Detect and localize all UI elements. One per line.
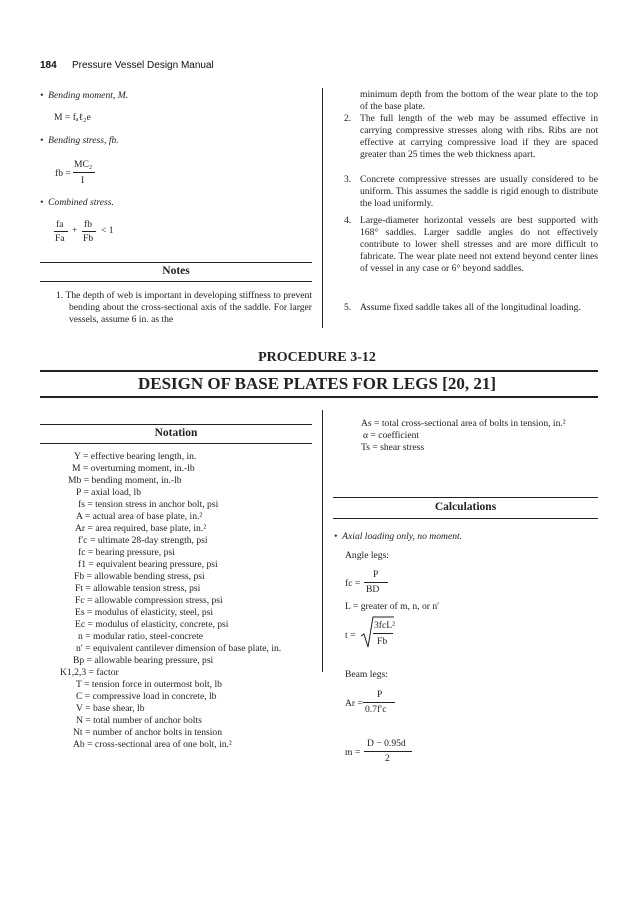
fc-fraction-bar: [364, 582, 388, 583]
notation-list: [58, 451, 281, 751]
note-1-continuation: minimum depth from the bottom of the wear plate to the top of the base plate.: [360, 89, 598, 112]
procedure-label: PROCEDURE 3-12: [258, 350, 376, 365]
calculations-rule-bottom: [333, 518, 598, 519]
notation-line: C = compressive load in concrete, lb: [76, 691, 217, 702]
note-3-text: Concrete compressive stresses are usually considered to be uniform. This assumes the saddle is rigid enough to distribute the load uniformly.: [360, 174, 598, 209]
column-divider-bottom: [322, 410, 323, 672]
fc-denominator: BD: [366, 584, 380, 595]
notes-item-1: 1. The depth of web is important in developing stiffness to prevent bending about the cross-sectional axis of the saddle. For larger vessels, assume 6 in. as the: [56, 290, 312, 325]
note-4-number: 4.: [344, 215, 352, 226]
procedure-rule-top: [40, 370, 598, 372]
m-lhs: m =: [345, 747, 361, 758]
notation-line: Ts = shear stress: [361, 442, 425, 453]
notation-line: As = total cross-sectional area of bolts in tension, in.²: [361, 418, 566, 429]
notation-line: Y = effective bearing length, in.: [74, 451, 197, 462]
running-title: Pressure Vessel Design Manual: [72, 60, 214, 71]
procedure-title: DESIGN OF BASE PLATES FOR LEGS [20, 21]: [137, 374, 496, 393]
notation-line: V = base shear, lb: [76, 703, 145, 714]
comb-den2: Fb: [83, 233, 94, 244]
notes-title: Notes: [162, 265, 190, 277]
notation-line: f′c = ultimate 28-day strength, psi: [78, 535, 208, 546]
fb-denominator: I: [81, 175, 85, 186]
comb-num1: fa: [56, 219, 64, 230]
t-fraction-bar: [373, 633, 393, 634]
combined-stress-label: • Combined stress.: [40, 197, 114, 208]
fc-lhs: fc =: [345, 578, 361, 589]
t-lhs: t =: [345, 630, 356, 641]
t-denominator: Fb: [377, 636, 388, 647]
bending-moment-label: • Bending moment, M.: [40, 90, 129, 101]
notation-line: n = modular ratio, steel-concrete: [78, 631, 204, 642]
notation-rule-bottom: [40, 443, 312, 444]
comb-rhs: < 1: [101, 225, 114, 236]
notes-rule-bottom: [40, 281, 312, 282]
m-numerator: D − 0.95d: [367, 738, 406, 749]
notation-list-right: [361, 418, 566, 454]
m-denominator: 2: [385, 753, 390, 764]
axial-loading-label: • Axial loading only, no moment.: [334, 531, 463, 542]
note-5-number: 5.: [344, 302, 352, 313]
fb-numerator: MC₂: [74, 159, 93, 170]
notation-line: fs = tension stress in anchor bolt, psi: [78, 499, 219, 510]
calculations-title: Calculations: [434, 501, 497, 513]
column-divider-top: [322, 88, 323, 328]
procedure-rule-bottom: [40, 396, 598, 398]
notation-line: Ab = cross-sectional area of one bolt, in.²: [73, 739, 232, 750]
note-5-text: Assume fixed saddle takes all of the longitudinal loading.: [360, 302, 581, 313]
note-3-number: 3.: [344, 174, 352, 185]
notation-line: n′ = equivalent cantilever dimension of base plate, in.: [76, 643, 282, 654]
ar-numerator: P: [377, 689, 383, 700]
L-definition: L = greater of m, n, or n′: [345, 601, 440, 612]
notation-rule-top: [40, 424, 312, 425]
bending-moment-equation: M = fₐℓ₂e: [54, 112, 91, 123]
notation-line: Fb = allowable bending stress, psi: [74, 571, 205, 582]
notation-line: Ft = allowable tension stress, psi: [75, 583, 201, 594]
notation-line: α = coefficient: [363, 430, 420, 441]
t-numerator: 3fcL²: [374, 620, 395, 631]
notes-rule-top: [40, 262, 312, 263]
notation-title: Notation: [154, 427, 198, 439]
note-2-number: 2.: [344, 113, 352, 124]
note-2-text: The full length of the web may be assumed effective in carrying compressive stresses along with ribs. Ribs are not effective at carrying compressive load if they are spaced greater than 25 times the web thickness apart.: [360, 113, 598, 160]
ar-lhs: Ar =: [345, 698, 363, 709]
comb-den1: Fa: [55, 233, 65, 244]
angle-legs-label: Angle legs:: [345, 550, 389, 561]
notation-line: P = axial load, lb: [76, 487, 142, 498]
fb-fraction-bar: [73, 172, 95, 173]
ar-denominator: 0.7f′c: [365, 704, 387, 715]
ar-fraction-bar: [363, 702, 395, 703]
notation-line: K1,2,3 = factor: [60, 667, 119, 678]
notation-line: Es = modulus of elasticity, steel, psi: [75, 607, 214, 618]
notation-line: fc = bearing pressure, psi: [78, 547, 175, 558]
comb-bar1: [54, 231, 68, 232]
notation-line: Fc = allowable compression stress, psi: [75, 595, 223, 606]
page-number: 184: [40, 60, 57, 71]
comb-num2: fb: [84, 219, 92, 230]
notation-line: A = actual area of base plate, in.²: [76, 511, 203, 522]
notation-line: Bp = allowable bearing pressure, psi: [73, 655, 214, 666]
notation-line: Mb = bending moment, in.-lb: [68, 475, 182, 486]
fb-lhs: fb =: [55, 168, 71, 179]
note-4-text: Large-diameter horizontal vessels are best supported with 168° saddles. Larger saddle angles do not effectively contribute to lower shell stresses and are more difficult to fabricate. The wear plate need not extend beyond center lines of vessel in any case or 6° beyond saddles.: [360, 215, 598, 274]
notation-line: T = tension force in outermost bolt, lb: [76, 679, 222, 690]
fc-numerator: P: [373, 569, 379, 580]
beam-legs-label: Beam legs:: [345, 669, 388, 680]
notation-line: Ar = area required, base plate, in.²: [75, 523, 207, 534]
comb-plus: +: [72, 225, 78, 236]
bending-stress-label: • Bending stress, fb.: [40, 135, 119, 146]
comb-bar2: [82, 231, 96, 232]
m-fraction-bar: [364, 751, 412, 752]
notation-line: N = total number of anchor bolts: [76, 715, 202, 726]
notation-line: Nt = number of anchor bolts in tension: [73, 727, 223, 738]
notation-line: Ec = modulus of elasticity, concrete, psi: [75, 619, 229, 630]
calculations-rule-top: [333, 497, 598, 498]
notation-line: M = overturning moment, in.-lb: [72, 463, 195, 474]
notation-line: f1 = equivalent bearing pressure, psi: [78, 559, 218, 570]
